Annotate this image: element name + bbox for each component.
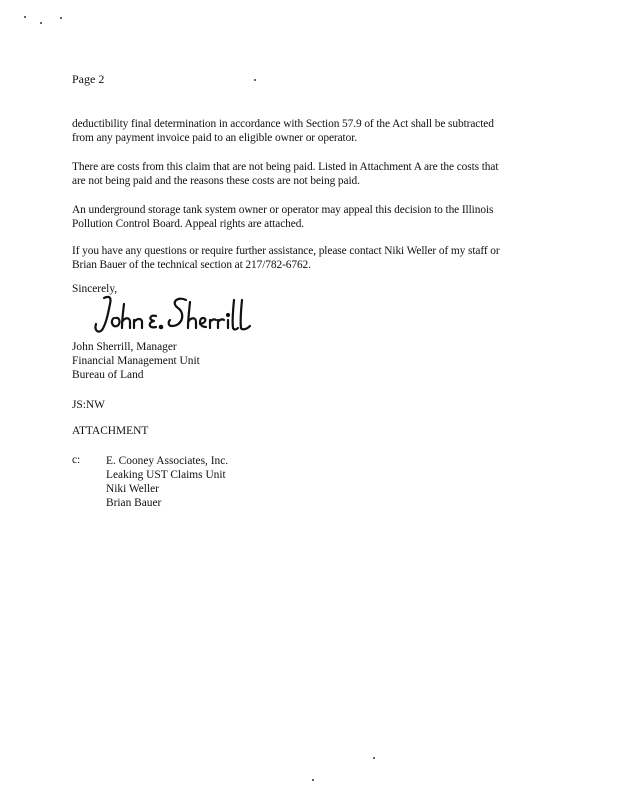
scan-speck — [373, 757, 375, 759]
scan-speck — [254, 79, 256, 81]
paragraph-line: from any payment invoice paid to an eligible owner or operator. — [72, 132, 358, 144]
paragraph-deductibility — [72, 117, 542, 145]
paragraph-line: deductibility final determination in accordance with Section 57.9 of the Act shall be subtracted — [72, 118, 494, 130]
signer-block — [72, 340, 200, 382]
paragraph-unpaid-costs — [72, 160, 542, 188]
paragraph-appeal — [72, 203, 542, 231]
cc-recipient: Niki Weller — [106, 483, 159, 495]
paragraph-contact — [72, 244, 542, 272]
scan-speck — [60, 17, 62, 19]
cc-recipient: Brian Bauer — [106, 497, 162, 509]
paragraph-line: are not being paid and the reasons these costs are not being paid. — [72, 175, 360, 187]
scan-speck — [40, 22, 42, 24]
cc-recipient: E. Cooney Associates, Inc. — [106, 455, 229, 467]
signer-unit: Financial Management Unit — [72, 355, 200, 367]
cc-recipient-list — [106, 454, 228, 510]
closing-salutation: Sincerely, — [72, 283, 118, 295]
page-number-label: Page 2 — [72, 72, 105, 86]
paragraph-line: Pollution Control Board. Appeal rights are attached. — [72, 218, 305, 230]
handwritten-signature — [90, 290, 260, 338]
paragraph-line: There are costs from this claim that are not being paid. Listed in Attachment A are the costs that — [72, 161, 499, 173]
signer-bureau: Bureau of Land — [72, 369, 144, 381]
attachment-label: ATTACHMENT — [72, 425, 149, 437]
cc-label: c: — [72, 454, 81, 466]
paragraph-line: If you have any questions or require further assistance, please contact Niki Weller of my staff or — [72, 245, 500, 257]
scan-speck — [312, 779, 314, 781]
scan-speck — [24, 16, 26, 18]
typist-initials: JS:NW — [72, 399, 105, 411]
paragraph-line: Brian Bauer of the technical section at 217/782-6762. — [72, 259, 311, 271]
paragraph-line: An underground storage tank system owner or operator may appeal this decision to the Illinois — [72, 204, 494, 216]
signer-name-title: John Sherrill, Manager — [72, 341, 177, 353]
cc-recipient: Leaking UST Claims Unit — [106, 469, 226, 481]
